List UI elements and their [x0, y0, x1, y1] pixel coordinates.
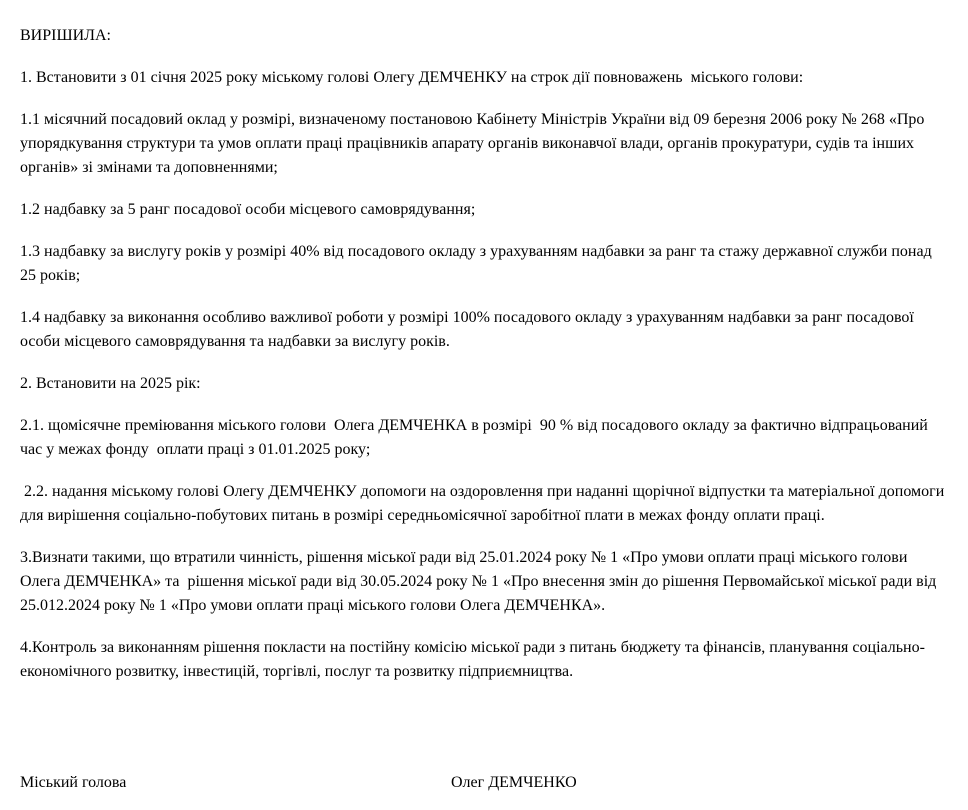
decision-heading: ВИРІШИЛА: [20, 27, 111, 44]
paragraph-1: 1. Встановити з 01 січня 2025 року міському голові Олегу ДЕМЧЕНКУ на строк дії повноважень міського голови: [20, 69, 804, 86]
paragraph-2-2: 2.2. надання міському голові Олегу ДЕМЧЕНКУ допомоги на оздоровлення при наданні щорічної відпустки та матеріальної допомоги для вирішення соціально-побутових питань в розмірі середньомісячної заробітної плати в межах фонду оплати праці. [20, 483, 949, 524]
signature-title: Міський голова [20, 774, 127, 791]
paragraph-1-4: 1.4 надбавку за виконання особливо важливої роботи у розмірі 100% посадового окладу з урахуванням надбавки за ранг посадової особи місцевого самоврядування та надбавки за вислугу років. [20, 309, 918, 350]
paragraph-1-3: 1.3 надбавку за вислугу років у розмірі 40% від посадового окладу з урахуванням надбавки за ранг та стажу державної служби понад 25 років; [20, 243, 936, 284]
paragraph-2-1: 2.1. щомісячне преміювання міського голови Олега ДЕМЧЕНКА в розмірі 90 % від посадового окладу за фактично відпрацьований час у межах фонду оплати праці з 01.01.2025 року; [20, 417, 932, 458]
paragraph-1-2: 1.2 надбавку за 5 ранг посадової особи місцевого самоврядування; [20, 201, 476, 218]
paragraph-3: 3.Визнати такими, що втратили чинність, рішення міської ради від 25.01.2024 року № 1 «Про умови оплати праці міського голови Олега ДЕМЧЕНКА» та рішення міської ради від 30.05.2024 року № 1 «Про внесення змін до рішення Первомайської міської ради від 25.012.2024 року № 1 «Про умови оплати праці міського голови Олега ДЕМЧЕНКА». [20, 549, 941, 614]
signature-block [20, 771, 945, 795]
paragraph-4: 4.Контроль за виконанням рішення покласти на постійну комісію міської ради з питань бюджету та фінансів, планування соціально-економічного розвитку, інвестицій, торгівлі, послуг та розвитку підприємництва. [20, 639, 925, 680]
paragraph-2: 2. Встановити на 2025 рік: [20, 375, 201, 392]
document-body [20, 24, 949, 702]
paragraph-1-1: 1.1 місячний посадовий оклад у розмірі, визначеному постановою Кабінету Міністрів України від 09 березня 2006 року № 268 «Про упорядкування структури та умов оплати праці працівників апарату органів виконавчої влади, органів прокуратури, судів та інших органів» зі змінами та доповненнями; [20, 111, 929, 176]
signature-name: Олег ДЕМЧЕНКО [451, 774, 577, 791]
